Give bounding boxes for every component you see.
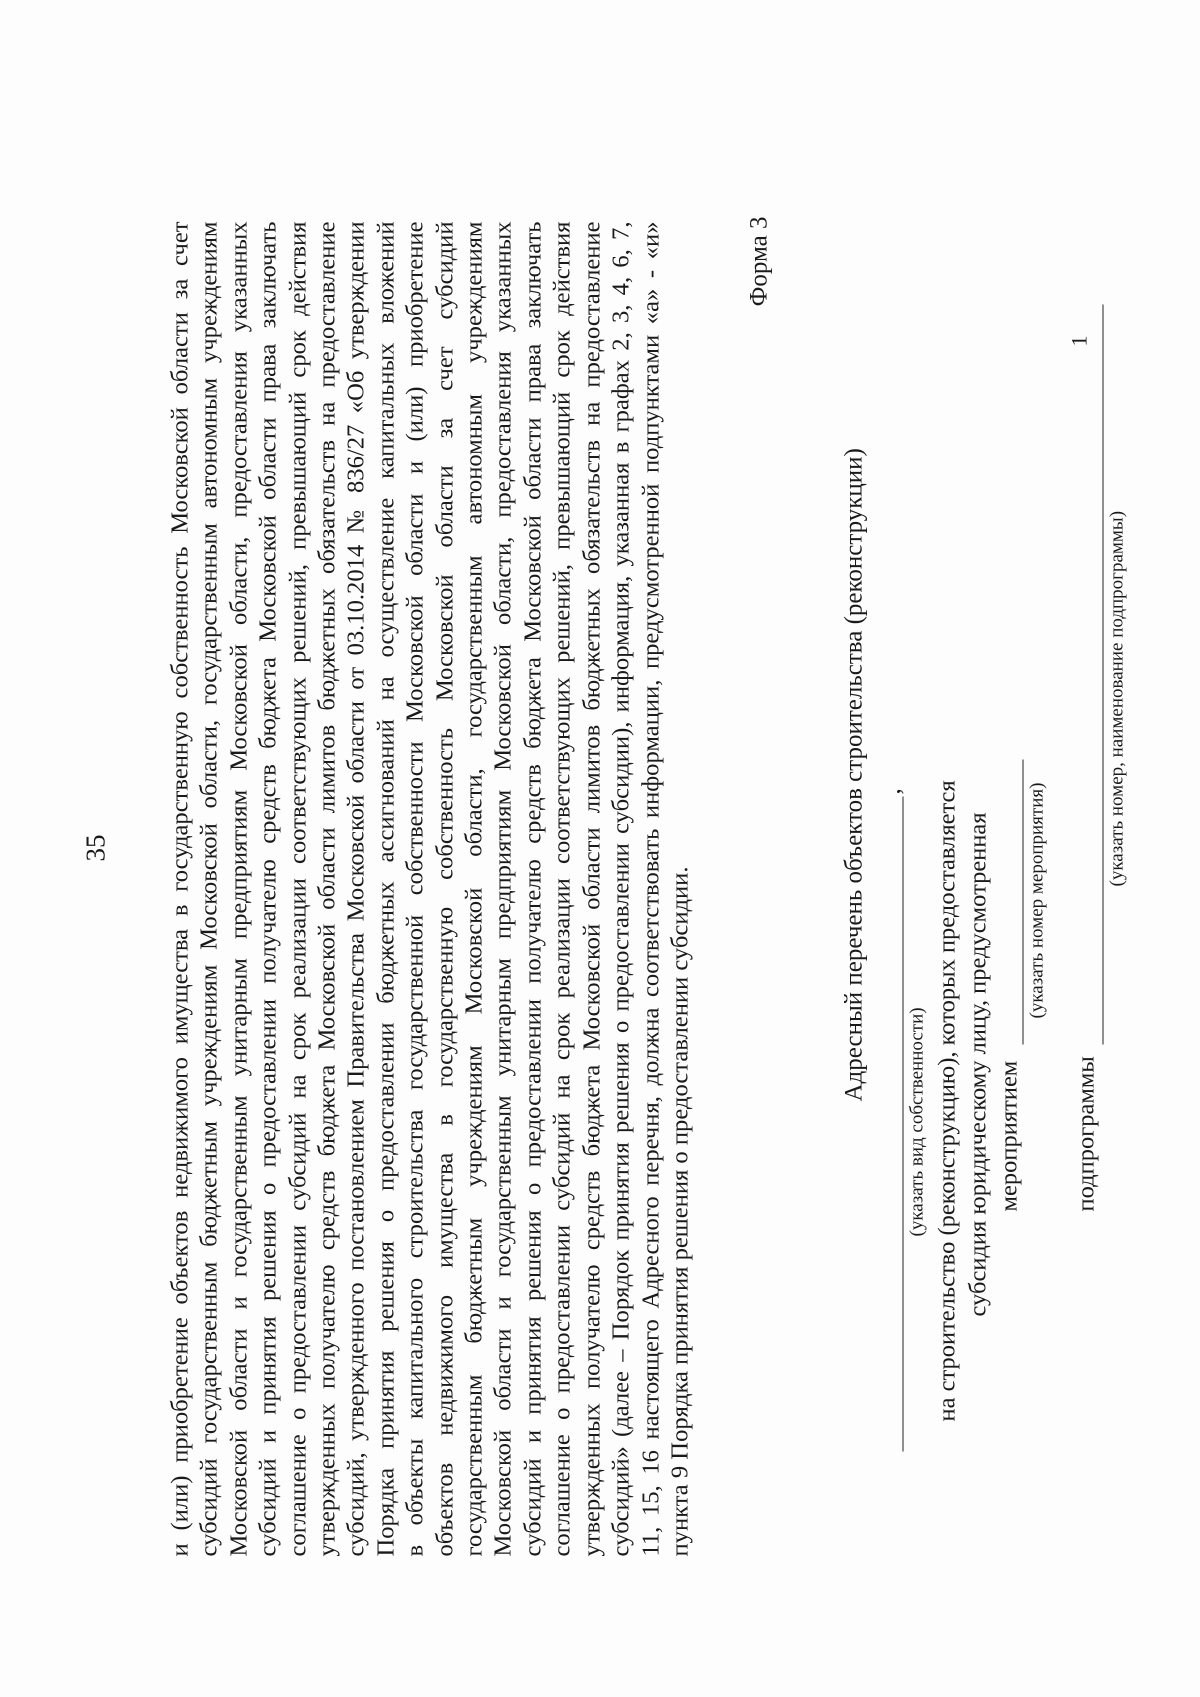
body-line: соглашение о предоставлении субсидий на срок реализации соответствующих решений, превышающий срок действия bbox=[284, 221, 312, 1557]
body-line: субсидий и принятия решения о предоставлении получателю средств бюджета Московской области права заключать bbox=[519, 221, 547, 1557]
body-line: государственным бюджетным учреждениям Московской области, государственным автономным учреждениям bbox=[460, 221, 488, 1557]
event-label: мероприятием bbox=[995, 1060, 1023, 1212]
body-line: пункта 9 Порядка принятия решения о предоставлении субсидии. bbox=[666, 866, 694, 1557]
body-line: и (или) приобретение объектов недвижимого имущества в государственную собственность Московской области за счет bbox=[166, 221, 194, 1557]
body-line: Московской области и государственным унитарным предприятиям Московской области, предоставления указанных bbox=[225, 221, 253, 1557]
body-line: утвержденных получателю средств бюджета Московской области лимитов бюджетных обязательств на предоставление bbox=[578, 221, 606, 1557]
event-caption: (указать номер мероприятия) bbox=[1026, 782, 1048, 1019]
body-line: субсидий государственным бюджетным учреждениям Московской области, государственным автономным учреждениям bbox=[195, 221, 223, 1557]
subprogram-caption: (указать номер, наименование подпрограммы) bbox=[1106, 510, 1128, 887]
body-line: 11, 15, 16 настоящего Адресного перечня, должна соответствовать информации, предусмотренной подпунктами «а» - «и» bbox=[637, 221, 664, 1557]
subsidy-line: субсидия юридическому лицу, предусмотренная bbox=[964, 812, 992, 1317]
subprogram-blank-line bbox=[1103, 305, 1104, 1045]
form-number-label: Форма 3 bbox=[745, 216, 773, 307]
ownership-blank-line bbox=[903, 797, 904, 1452]
event-blank-line bbox=[1023, 760, 1024, 1045]
body-line: субсидий и принятия решения о предоставлении получателю средств бюджета Московской области права заключать bbox=[254, 221, 282, 1557]
body-line: Порядка принятия решения о предоставлении бюджетных ассигнований на осуществление капитальных вложений bbox=[372, 221, 400, 1557]
body-paragraph bbox=[166, 222, 695, 1557]
subprogram-label: подпрограммы bbox=[1072, 1056, 1100, 1212]
ownership-caption: (указать вид собственности) bbox=[906, 1007, 928, 1237]
body-line: субсидий» (далее – Порядок принятия решения о предоставлении субсидии), информация, указанная в графах 2, 3, 4, 6, 7, bbox=[607, 221, 635, 1557]
form-title: Адресный перечень объектов строительства (реконструкции) bbox=[840, 448, 868, 1102]
body-line: соглашение о предоставлении субсидий на срок реализации соответствующих решений, превышающий срок действия bbox=[548, 221, 576, 1557]
page-number: 35 bbox=[80, 834, 111, 862]
body-line: субсидий, утвержденного постановлением Правительства Московской области от 03.10.2014 № 836/27 «Об утверждении bbox=[342, 221, 370, 1557]
body-line: утвержденных получателю средств бюджета Московской области лимитов бюджетных обязательств на предоставление bbox=[313, 221, 341, 1557]
body-line: Московской области и государственным унитарным предприятиям Московской области, предоставления указанных bbox=[489, 221, 517, 1557]
comma: , bbox=[878, 788, 906, 795]
rotated-page-content bbox=[1, 0, 1200, 1697]
body-line: объектов недвижимого имущества в государственную собственность Московской области за счет субсидий bbox=[431, 221, 459, 1557]
construction-line: на строительство (реконструкцию), которых предоставляется bbox=[933, 780, 961, 1422]
body-line: в объекты капитального строительства государственной собственности Московской области и (или) приобретение bbox=[401, 221, 429, 1557]
subprogram-line-end: 1 bbox=[1066, 335, 1092, 347]
